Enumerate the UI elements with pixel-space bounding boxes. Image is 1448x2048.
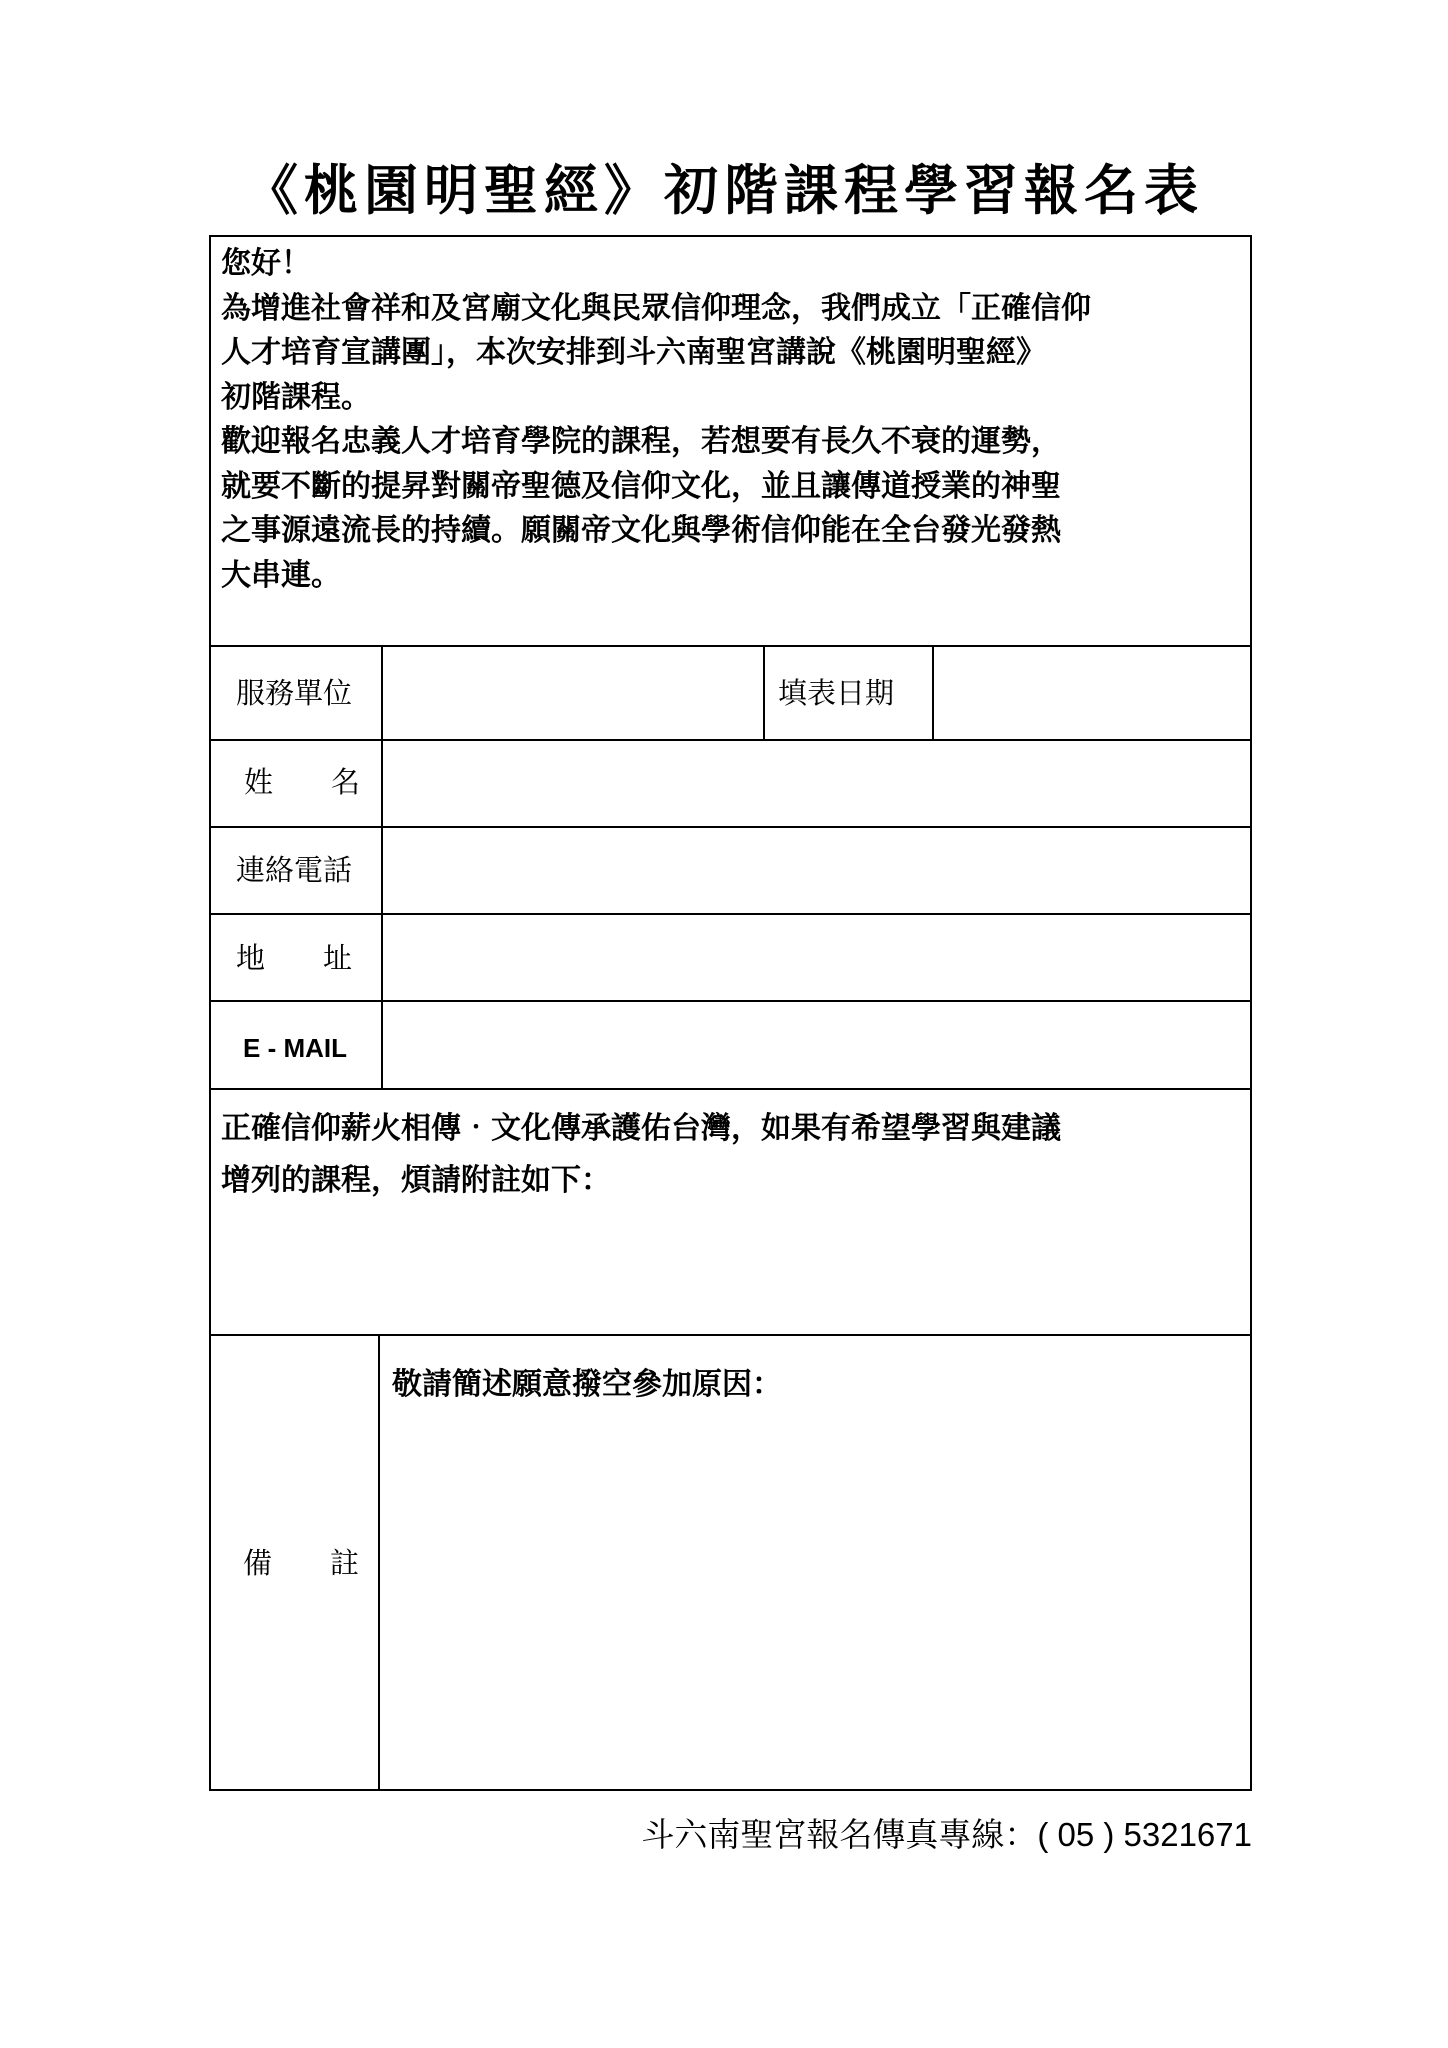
suggestion-line: 正確信仰薪火相傳‧文化傳承護佑台灣，如果有希望學習與建議	[221, 1111, 1061, 1146]
divider	[209, 1088, 1252, 1090]
phone-label: 連絡電話	[236, 855, 353, 887]
remarks-label: 備 註	[243, 1548, 360, 1580]
name-field[interactable]	[383, 741, 1250, 826]
intro-text	[221, 242, 1231, 598]
intro-line: 就要不斷的提昇對關帝聖德及信仰文化，並且讓傳道授業的神聖	[221, 468, 1061, 504]
fax-line: 斗六南聖宮報名傳真專線：( 05 ) 5321671	[641, 1816, 1252, 1853]
suggestion-field[interactable]	[211, 1200, 1250, 1332]
email-field[interactable]	[383, 1002, 1250, 1088]
fill-date-label: 填表日期	[778, 678, 895, 710]
service-unit-label: 服務單位	[236, 678, 353, 710]
intro-line: 您好！	[221, 246, 311, 281]
intro-line: 大串連。	[221, 557, 341, 593]
intro-line: 歡迎報名忠義人才培育學院的課程，若想要有長久不衰的運勢，	[221, 424, 1061, 459]
form-title: 《桃園明聖經》初階課程學習報名表	[244, 158, 1204, 222]
reason-field[interactable]	[380, 1410, 1250, 1789]
service-unit-field[interactable]	[383, 647, 763, 739]
intro-line: 初階課程。	[221, 379, 371, 415]
intro-line: 之事源遠流長的持續。願關帝文化與學術信仰能在全台發光發熱	[221, 513, 1061, 548]
divider	[209, 1334, 1252, 1336]
reason-prompt: 敬請簡述願意撥空參加原因：	[392, 1367, 782, 1402]
address-field[interactable]	[383, 915, 1250, 1000]
fill-date-field[interactable]	[934, 647, 1250, 739]
intro-line: 人才培育宣講團」，本次安排到斗六南聖宮講說《桃園明聖經》	[221, 335, 1046, 370]
email-label: E - MAIL	[243, 1033, 347, 1063]
column-divider	[763, 645, 765, 740]
intro-line: 為增進社會祥和及宮廟文化與民眾信仰理念，我們成立「正確信仰	[221, 290, 1091, 326]
phone-field[interactable]	[383, 828, 1250, 913]
address-label: 地 址	[236, 943, 353, 975]
suggestion-line: 增列的課程，煩請附註如下：	[221, 1163, 611, 1198]
suggestion-prompt	[221, 1103, 1231, 1207]
name-label: 姓 名	[244, 767, 361, 799]
